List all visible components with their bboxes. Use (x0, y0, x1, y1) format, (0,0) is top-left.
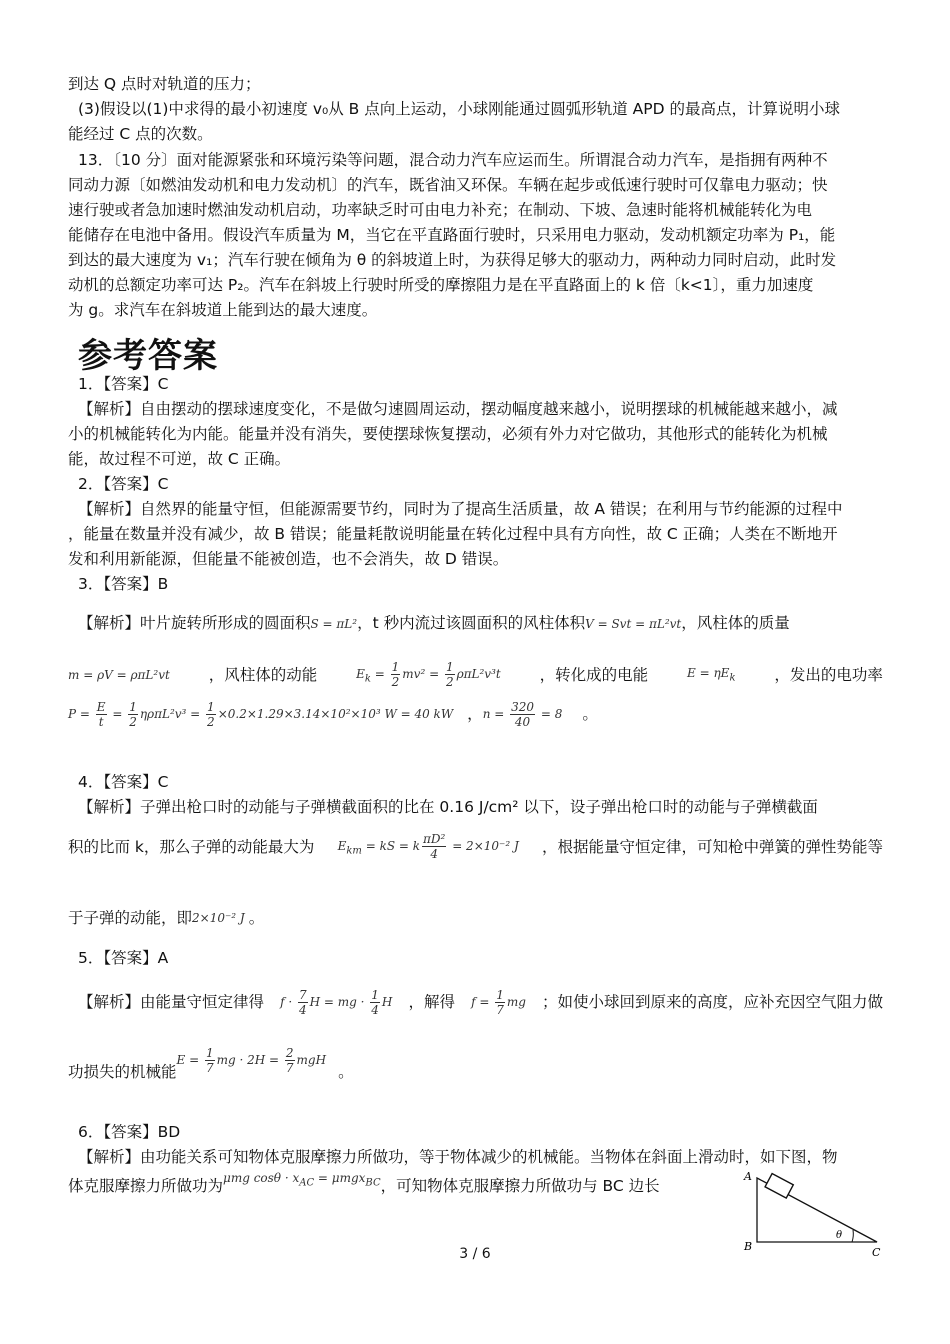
formula-wind-mass: m = ρV = ρπL²vt (68, 668, 170, 683)
formula-wind-volume: V = Svt = πL²vt (585, 616, 682, 631)
text-fragment: 功损失的机械能 (68, 1063, 177, 1081)
answer-4 (68, 770, 883, 820)
text-fragment: ， (467, 705, 483, 723)
text-fragment: ，解得 (408, 993, 455, 1011)
text-line: 能，故过程不可逆，故 C 正确。 (68, 450, 291, 468)
answer-3-line2 (68, 660, 883, 691)
text-fragment: ，根据能量守恒定律，可知枪中弹簧的弹性势能等 (541, 838, 883, 857)
text-fragment: 积的比而 k，那么子弹的动能最大为 (68, 838, 315, 857)
q12-continuation (68, 72, 883, 147)
text-fragment: 【解析】叶片旋转所形成的圆面积 (78, 614, 311, 632)
formula-electric-energy: $E = \eta E_k$ (687, 666, 736, 684)
label-theta: θ (836, 1230, 843, 1241)
text-fragment: ，t 秒内流过该圆面积的风柱体积 (357, 614, 586, 632)
text-fragment: 【解析】由能量守恒定律得 (78, 993, 265, 1011)
formula-lost-energy: E = $\frac{1}{7}$ mg · 2H = $\frac{2}{7}$ mgH (176, 1046, 327, 1075)
section-heading: 参考答案 (78, 336, 218, 376)
text-line: 小的机械能转化为内能。能量并没有消失，要使摆球恢复摆动，必须有外力对它做功，其他形式的能转化为机械 (68, 425, 828, 443)
text-line: 发和利用新能源，但能量不能被创造，也不会消失，故 D 错误。 (68, 550, 509, 568)
formula-friction: f = $\frac{1}{7}$ mg (471, 988, 526, 1017)
answer-3-label (68, 572, 883, 597)
text-fragment: ，可知物体克服摩擦力所做功与 BC 边长 (380, 1177, 660, 1196)
answer-label: 4．【答案】C (78, 773, 169, 791)
text-line: 到达的最大速度为 v₁；汽车行驶在倾角为 θ 的斜坡道上时，为获得足够大的驱动力，两种动力同时启动，此时发 (68, 251, 837, 269)
formula-energy-conservation: f · $\frac{7}{4}$ H = mg · $\frac{1}{4}$ H (280, 988, 393, 1017)
answer-5-line1 (68, 988, 883, 1017)
text-line: 为 g。求汽车在斜坡道上能到达的最大速度。 (68, 301, 378, 319)
text-line: 动机的总额定功率可达 P₂。汽车在斜坡上行驶时所受的摩擦阻力是在平直路面上的 k 倍〔k<1〕，重力加速度 (68, 276, 814, 294)
text-line: 能储存在电池中备用。假设汽车质量为 M，当它在平直路面行驶时，只采用电力驱动，发动机额定功率为 P₁，能 (68, 226, 836, 244)
text-fragment: 。 (248, 909, 265, 927)
text-line: 【解析】子弹出枪口时的动能与子弹横截面积的比在 0.16 J/cm² 以下，设子弹出枪口时的动能与子弹横截面 (78, 798, 818, 816)
text-line: 能经过 C 点的次数。 (68, 125, 213, 143)
page-number: 3 / 6 (459, 1246, 491, 1262)
text-line: 【解析】自由摆动的摆球速度变化，不是做匀速圆周运动，摆动幅度越来越小，说明摆球的机械能越来越小，减 (78, 400, 838, 418)
text-fragment: ，风柱体的动能 (208, 666, 318, 685)
text-line: 到达 Q 点时对轨道的压力； (68, 75, 261, 93)
label-c: C (872, 1246, 881, 1259)
formula-count: n = $\frac{320}{40}$ = 8 (482, 700, 563, 729)
formula-friction-work: μmg $\cos\theta \cdot x_{AC} = \mu mgx_{BC}$ (223, 1171, 381, 1189)
answer-5-label (68, 946, 883, 971)
answer-6 (68, 1120, 883, 1170)
text-fragment: ，风柱体的质量 (681, 614, 790, 632)
answer-4-line3 (68, 906, 883, 931)
answer-6-line2 (68, 1172, 738, 1201)
answer-2 (68, 472, 883, 572)
formula-kinetic-energy: $E_k$ = $\frac{1}{2}$ mv² = $\frac{1}{2}$ ρπL²v³t (356, 660, 501, 689)
formula-power: P = $\frac{E}{t}$ = $\frac{1}{2}$ ηρπL²v³ = $\frac{1}{2}$ ×0.2×1.29×3.14×10²×10³ W = 40 kW (68, 700, 454, 729)
text-fragment: 于子弹的动能，即 (68, 909, 193, 927)
text-fragment: ，发出的电功率 (774, 666, 883, 685)
answer-label: 5．【答案】A (78, 949, 169, 967)
label-a: A (744, 1170, 752, 1183)
angle-arc (852, 1230, 853, 1242)
text-fragment: ，转化成的电能 (539, 666, 649, 685)
formula-elastic-energy: 2×10⁻² J (192, 911, 245, 925)
text-line: 速行驶或者急加速时燃油发动机启动，功率缺乏时可由电力补充；在制动、下坡、急速时能将机械能转化为电 (68, 201, 813, 219)
answer-3-line1 (68, 610, 883, 637)
text-line: (3)假设以(1)中求得的最小初速度 v₀从 B 点向上运动，小球刚能通过圆弧形轨道 APD 的最高点，计算说明小球 (78, 100, 840, 118)
answer-label: 1．【答案】C (78, 375, 169, 393)
answer-label: 2．【答案】C (78, 475, 169, 493)
formula-circle-area: S = πL² (310, 616, 358, 631)
text-fragment: ；如使小球回到原来的高度，应补充因空气阻力做 (541, 993, 883, 1011)
text-line: ，能量在数量并没有减少，故 B 错误；能量耗散说明能量在转化过程中具有方向性，故 C 正确；人类在不断地开 (68, 525, 838, 543)
text-fragment: 体克服摩擦力所做功为 (68, 1177, 224, 1196)
answer-4-line2 (68, 832, 883, 863)
text-line: 同动力源〔如燃油发动机和电力发动机〕的汽车，既省油又环保。车辆在起步或低速行驶时可仅靠电力驱动；快 (68, 176, 828, 194)
answer-3-line3 (68, 700, 883, 729)
text-fragment: 。 (582, 705, 598, 723)
text-fragment: 。 (338, 1063, 354, 1081)
answer-1 (68, 372, 883, 472)
answer-label: 3．【答案】B (78, 575, 169, 593)
answer-5-line2 (68, 1046, 883, 1087)
text-line: 【解析】自然界的能量守恒，但能源需要节约，同时为了提高生活质量，故 A 错误；在利用与节约能源的过程中 (78, 500, 843, 518)
text-line: 【解析】由功能关系可知物体克服摩擦力所做功，等于物体减少的机械能。当物体在斜面上滑动时，如下图，物 (78, 1148, 838, 1166)
formula-max-kinetic: $E_{km}$ = kS = k $\frac{\text{πD²}}{4}$ = 2×10⁻² J (337, 832, 519, 861)
label-b: B (744, 1240, 753, 1253)
question-13 (68, 148, 883, 323)
text-line: 13．〔10 分〕面对能源紧张和环境污染等问题，混合动力汽车应运而生。所谓混合动力汽车，是指拥有两种不 (78, 151, 828, 169)
answer-label: 6．【答案】BD (78, 1123, 181, 1141)
